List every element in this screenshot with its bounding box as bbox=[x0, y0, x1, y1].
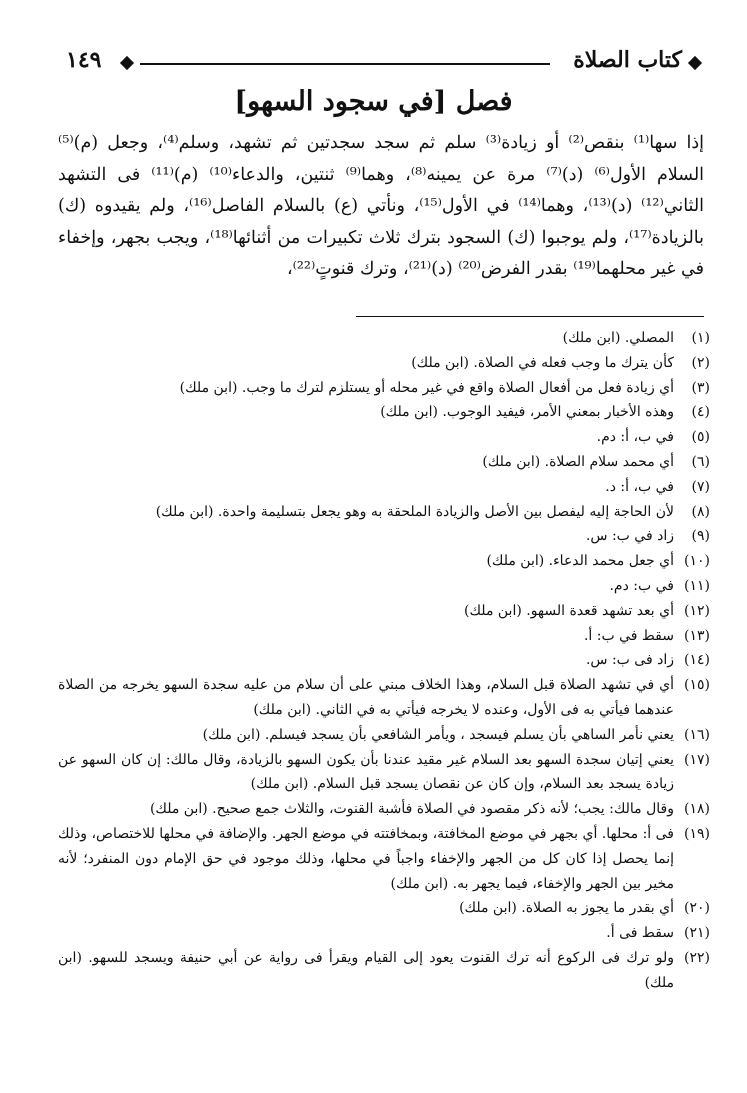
footnote bbox=[58, 822, 710, 896]
footnote-text: وهذه الأخبار بمعني الأمر، فيفيد الوجوب. (ابن ملك) bbox=[380, 404, 674, 421]
footnotes bbox=[58, 326, 710, 996]
footnote-text: أي جعل محمد الدعاء. (ابن ملك) bbox=[486, 553, 674, 570]
header-rule bbox=[140, 63, 550, 65]
footnote-number: (٤) bbox=[691, 404, 710, 421]
footnote-number: (١١) bbox=[684, 577, 710, 594]
footnote-number: (٦) bbox=[691, 453, 710, 470]
footnote-text: في ب، أ: دم. bbox=[596, 429, 674, 446]
footnote-number: (٢٢) bbox=[684, 949, 710, 966]
footnote-text: أي بقدر ما يجوز به الصلاة. (ابن ملك) bbox=[459, 900, 674, 917]
footnote bbox=[58, 425, 710, 450]
book-title: كتاب الصلاة bbox=[573, 47, 682, 73]
footnote-number: (٢) bbox=[691, 354, 710, 371]
footnote-number: (١٥) bbox=[684, 677, 710, 694]
footnote bbox=[58, 326, 710, 351]
footnote-text: في ب، أ: د. bbox=[605, 478, 674, 495]
footnote-text: أي محمد سلام الصلاة. (ابن ملك) bbox=[482, 453, 674, 470]
footnote-text: فى أ: محلها. أي بجهر في موضع المخافتة، وبمخافتته في موضع الجهر. والإضافة في محلها للاختصاص، وذلك إنما يحصل إذا كان كل من الجهر والإخفاء واجباً في محلها، وذلك موجود في حق الإمام دون المنفرد؛ لأنه مخير بين الجهر والإخفاء، فيما يجهر به. (ابن ملك) bbox=[58, 825, 674, 892]
page-number: ١٤٩ bbox=[66, 47, 102, 73]
page-header bbox=[60, 44, 700, 84]
footnote-number: (١٧) bbox=[684, 751, 710, 768]
footnote bbox=[58, 500, 710, 525]
footnote-number: (١٨) bbox=[684, 801, 710, 818]
footnote-text: زاد في ب: س. bbox=[585, 528, 674, 545]
footnote bbox=[58, 648, 710, 673]
footnote-text: في ب: دم. bbox=[609, 577, 674, 594]
footnote-number: (١٣) bbox=[684, 627, 710, 644]
footnote-number: (١٤) bbox=[684, 652, 710, 669]
footnote bbox=[58, 524, 710, 549]
footnote bbox=[58, 400, 710, 425]
footnote bbox=[58, 673, 710, 723]
footnote bbox=[58, 946, 710, 996]
footnote bbox=[58, 896, 710, 921]
footnote-separator bbox=[356, 316, 704, 317]
footnote bbox=[58, 797, 710, 822]
footnote-text: كأن يترك ما وجب فعله في الصلاة. (ابن ملك) bbox=[411, 354, 674, 371]
section-title: فصل [في سجود السهو] bbox=[234, 86, 513, 117]
footnote-number: (٧) bbox=[691, 478, 710, 495]
footnote bbox=[58, 723, 710, 748]
footnote-text: زاد فى ب: س. bbox=[585, 652, 674, 669]
footnote-number: (٣) bbox=[691, 379, 710, 396]
footnote-number: (١٠) bbox=[684, 553, 710, 570]
header-diamond-left-icon bbox=[120, 56, 134, 70]
footnote-text: سقط فى أ. bbox=[606, 925, 674, 942]
main-text bbox=[58, 128, 704, 286]
header-diamond-right-icon bbox=[688, 56, 702, 70]
footnote-text: سقط في ب: أ. bbox=[583, 627, 674, 644]
footnote-text: يعني إتيان سجدة السهو بعد السلام غير مقيد عندنا بأن يكون السهو بالزيادة، وقال مالك: إن كان السهو عن زيادة يسجد بعد السلام، وإن كان عن نقصان يسجد قبل السلام. (ابن ملك) bbox=[58, 751, 674, 793]
footnote-text: وقال مالك: يجب؛ لأنه ذكر مقصود في الصلاة فأشبة القنوت، والثلاث جمع صحيح. (ابن ملك) bbox=[149, 801, 674, 818]
footnote-number: (٨) bbox=[691, 503, 710, 520]
footnote-number: (١٦) bbox=[684, 726, 710, 743]
footnote-number: (١٩) bbox=[684, 825, 710, 842]
footnote-text: أي في تشهد الصلاة قبل السلام، وهذا الخلاف مبني على أن سلام من عليه سجدة السهو يخرجه من الصلاة عندهما فيأتي به فى الأول، وعنده لا يخرجه فيأتي به في الثاني. (ابن ملك) bbox=[58, 677, 674, 718]
footnote-text: يعني نأمر الساهي بأن يسلم فيسجد ، ويأمر الشافعي بأن يسجد فيسلم. (ابن ملك) bbox=[202, 726, 674, 743]
footnote-number: (١) bbox=[691, 330, 710, 346]
footnote-number: (٩) bbox=[691, 528, 710, 545]
footnote-text: المصلي. (ابن ملك) bbox=[562, 330, 674, 346]
footnote bbox=[58, 599, 710, 624]
footnote bbox=[58, 624, 710, 649]
footnote bbox=[58, 549, 710, 574]
footnote bbox=[58, 574, 710, 599]
footnote bbox=[58, 921, 710, 946]
footnote-text: لأن الحاجة إليه ليفصل بين الأصل والزيادة الملحقة به وهو يجعل بتسليمة واحدة. (ابن ملك) bbox=[155, 503, 674, 520]
footnote bbox=[58, 450, 710, 475]
footnote-number: (٥) bbox=[691, 429, 710, 446]
footnote-text: أي زيادة فعل من أفعال الصلاة واقع في غير محله أو يستلزم لترك ما وجب. (ابن ملك) bbox=[179, 379, 674, 396]
footnote-number: (١٢) bbox=[684, 602, 710, 619]
footnote bbox=[58, 748, 710, 798]
footnote bbox=[58, 376, 710, 401]
footnote bbox=[58, 475, 710, 500]
footnote bbox=[58, 351, 710, 376]
footnote-text: ولو ترك فى الركوع أنه ترك القنوت يعود إلى القيام ويقرأ فى رواية عن أبي حنيفة ويسجد للسهو. (ابن ملك) bbox=[58, 949, 674, 991]
footnote-text: أي بعد تشهد قعدة السهو. (ابن ملك) bbox=[464, 602, 674, 619]
footnote-number: (٢١) bbox=[684, 925, 710, 942]
main-paragraph: إذا سها⁽¹⁾ بنقص⁽²⁾ أو زيادة⁽³⁾ سلم ثم سجد سجدتين ثم تشهد، وسلم⁽⁴⁾، وجعل (م)⁽⁵⁾ السلام الأول⁽⁶⁾ (د)⁽⁷⁾ مرة عن يمينه⁽⁸⁾، وهما⁽⁹⁾ ثنتين، والدعاء⁽¹⁰⁾ (م)⁽¹¹⁾ فى التشهد الثاني⁽¹²⁾ (د)⁽¹³⁾، وهما⁽¹⁴⁾ في الأول⁽¹⁵⁾، ونأتي (ع) بالسلام الفاصل⁽¹⁶⁾، ولم يقيدوه (ك) بالزيادة⁽¹⁷⁾، ولم يوجبوا (ك) السجود بترك ثلاث تكبيرات من أثنائها⁽¹⁸⁾، ويجب بجهر، وإخفاء في غير محلهما⁽¹⁹⁾ بقدر الفرض⁽²⁰⁾ (د)⁽²¹⁾، وترك قنوتٍ⁽²²⁾، bbox=[58, 133, 705, 279]
footnote-number: (٢٠) bbox=[684, 900, 710, 917]
